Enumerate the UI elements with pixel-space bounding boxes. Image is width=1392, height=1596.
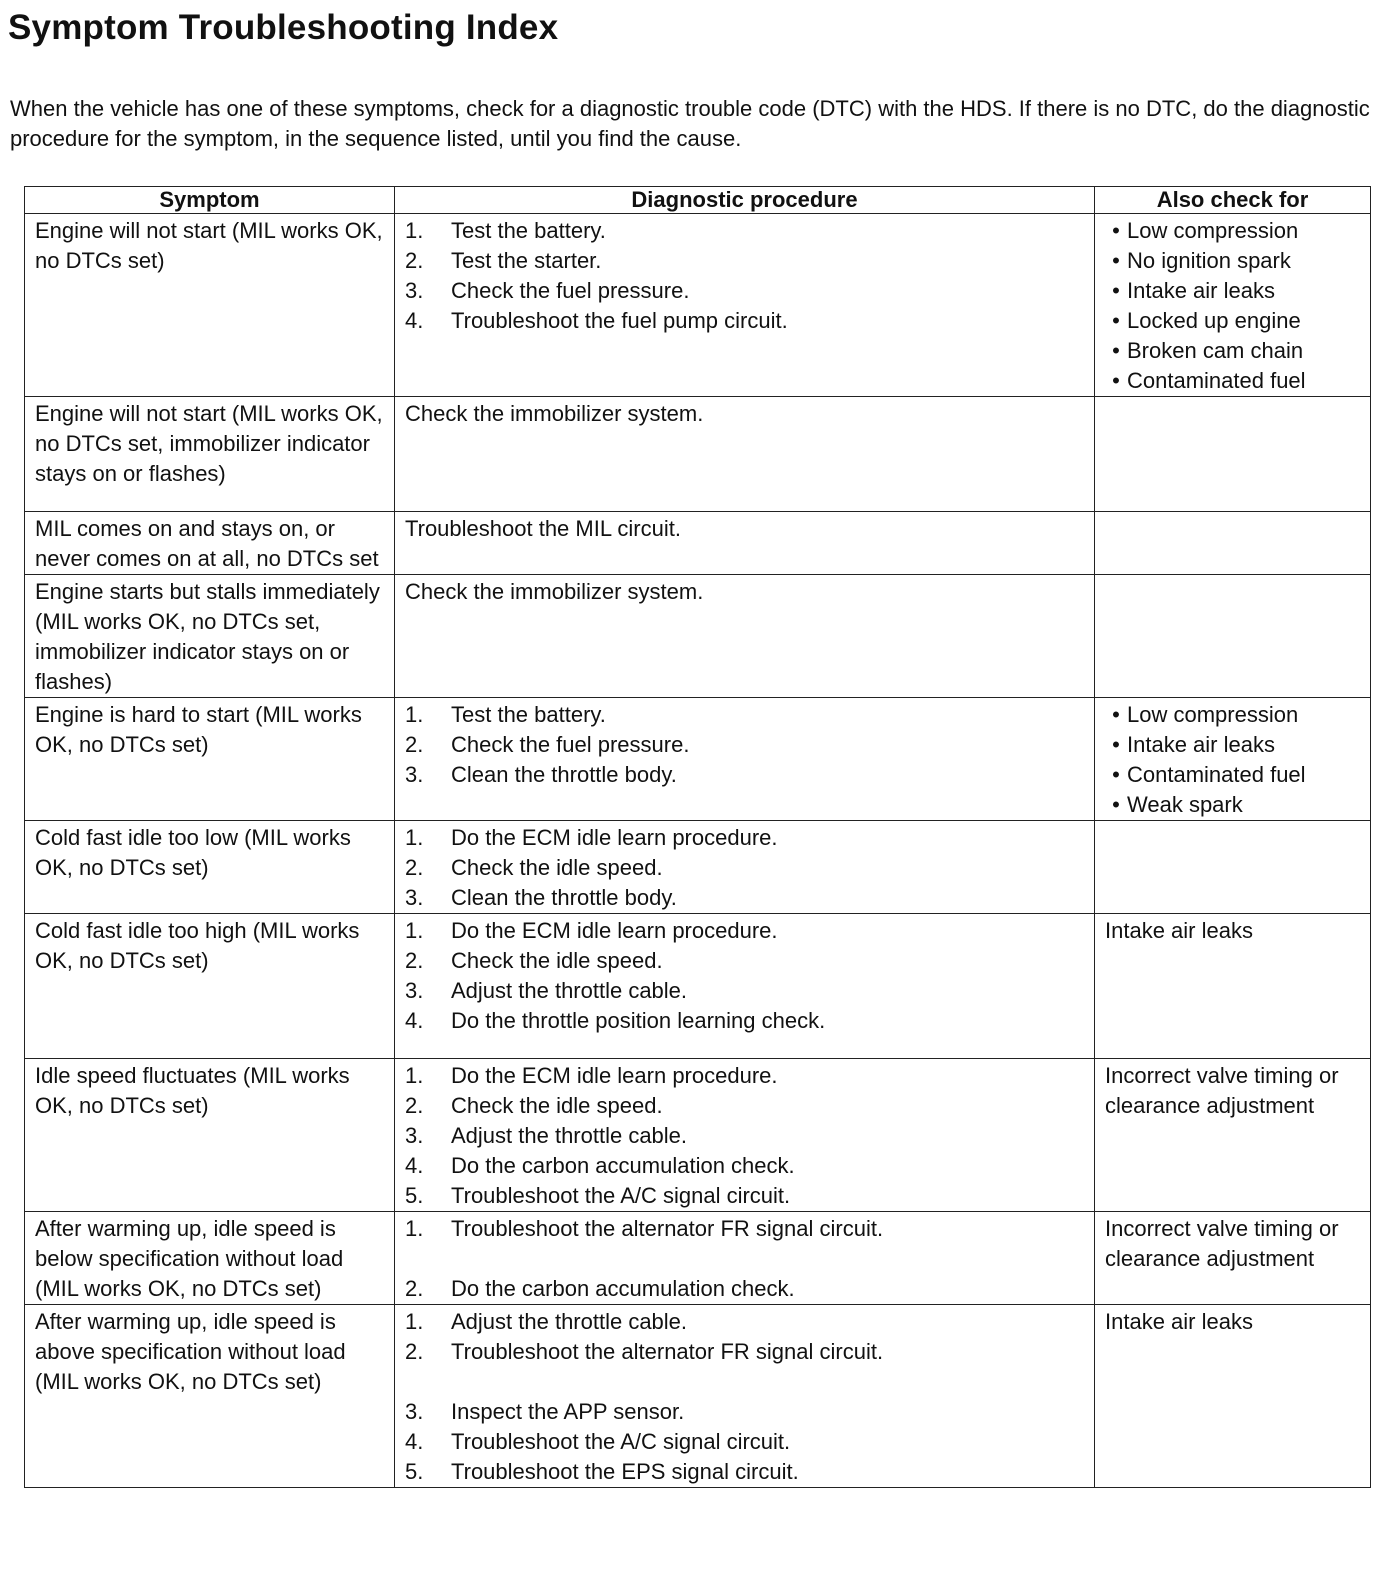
procedure-step xyxy=(405,1427,1086,1457)
also-check-cell xyxy=(1095,1305,1371,1488)
step-text: Test the battery. xyxy=(451,218,606,243)
step-text: Test the battery. xyxy=(451,702,606,727)
step-text: Troubleshoot the alternator FR signal circuit. xyxy=(451,1216,884,1241)
step-text: Do the ECM idle learn procedure. xyxy=(451,825,778,850)
step-text: Check the fuel pressure. xyxy=(451,732,690,757)
step-number: 4. xyxy=(405,1153,424,1178)
procedure-step xyxy=(405,916,1086,946)
procedure-step xyxy=(405,216,1086,246)
also-check-text: Incorrect valve timing or clearance adjustment xyxy=(1105,1063,1339,1118)
also-check-item: • Contaminated fuel xyxy=(1105,366,1362,396)
procedure-cell xyxy=(395,397,1095,512)
step-number: 5. xyxy=(405,1183,424,1208)
also-check-text: Intake air leaks xyxy=(1105,918,1253,943)
step-number: 2. xyxy=(405,732,424,757)
procedure-steps xyxy=(405,700,1086,790)
procedure-steps xyxy=(405,216,1086,336)
procedure-step xyxy=(405,246,1086,276)
symptom-cell: Engine will not start (MIL works OK, no DTCs set, immobilizer indicator stays on or flashes) xyxy=(25,397,395,512)
procedure-step xyxy=(405,1397,1086,1427)
procedure-step xyxy=(405,1006,1086,1036)
step-number: 2. xyxy=(405,1093,424,1118)
bullet-icon: • xyxy=(1112,338,1120,363)
procedure-step xyxy=(405,730,1086,760)
step-number: 1. xyxy=(405,702,424,727)
header-symptom: Symptom xyxy=(25,187,395,214)
bullet-icon: • xyxy=(1112,218,1120,243)
step-text: Test the starter. xyxy=(451,248,602,273)
symptom-cell: Engine is hard to start (MIL works OK, no DTCs set) xyxy=(25,698,395,821)
step-text: Check the idle speed. xyxy=(451,1093,663,1118)
step-number: 2. xyxy=(405,248,424,273)
table-header-row xyxy=(25,187,1371,214)
step-number: 3. xyxy=(405,978,424,1003)
also-check-cell xyxy=(1095,214,1371,397)
symptom-cell: Engine starts but stalls immediately (MIL works OK, no DTCs set, immobilizer indicator stays on or flashes) xyxy=(25,575,395,698)
also-check-item: • Low compression xyxy=(1105,700,1362,730)
step-text: Inspect the APP sensor. xyxy=(451,1399,685,1424)
bullet-icon: • xyxy=(1112,278,1120,303)
step-text: Do the ECM idle learn procedure. xyxy=(451,1063,778,1088)
step-text: Do the throttle position learning check. xyxy=(451,1008,826,1033)
also-check-list xyxy=(1105,700,1362,820)
step-number: 4. xyxy=(405,1429,424,1454)
page-title: Symptom Troubleshooting Index xyxy=(8,8,559,47)
step-text: Adjust the throttle cable. xyxy=(451,1123,688,1148)
also-check-cell xyxy=(1095,575,1371,698)
also-check-cell xyxy=(1095,1059,1371,1212)
symptom-cell: Idle speed fluctuates (MIL works OK, no DTCs set) xyxy=(25,1059,395,1212)
symptom-cell: After warming up, idle speed is below specification without load (MIL works OK, no DTCs set) xyxy=(25,1212,395,1305)
step-number: 3. xyxy=(405,1123,424,1148)
step-number: 2. xyxy=(405,1276,424,1301)
step-text: Do the ECM idle learn procedure. xyxy=(451,918,778,943)
step-number: 2. xyxy=(405,855,424,880)
table-row xyxy=(25,914,1371,1059)
procedure-steps xyxy=(405,1307,1086,1487)
step-text: Troubleshoot the alternator FR signal circuit. xyxy=(451,1339,884,1364)
bullet-icon: • xyxy=(1112,248,1120,273)
procedure-step xyxy=(405,823,1086,853)
also-check-cell xyxy=(1095,1212,1371,1305)
symptom-cell: MIL comes on and stays on, or never comes on at all, no DTCs set xyxy=(25,512,395,575)
step-text: Troubleshoot the A/C signal circuit. xyxy=(451,1183,791,1208)
step-number: 1. xyxy=(405,918,424,943)
bullet-icon: • xyxy=(1112,762,1120,787)
procedure-cell xyxy=(395,821,1095,914)
procedure-steps xyxy=(405,823,1086,913)
procedure-step xyxy=(405,760,1086,790)
procedure-cell xyxy=(395,575,1095,698)
header-procedure: Diagnostic procedure xyxy=(395,187,1095,214)
procedure-steps xyxy=(405,1214,1086,1304)
symptom-cell: After warming up, idle speed is above specification without load (MIL works OK, no DTCs set) xyxy=(25,1305,395,1488)
step-text: Troubleshoot the fuel pump circuit. xyxy=(451,308,788,333)
procedure-step xyxy=(405,276,1086,306)
step-number: 4. xyxy=(405,308,424,333)
also-check-item: • Intake air leaks xyxy=(1105,730,1362,760)
step-text: Clean the throttle body. xyxy=(451,885,677,910)
procedure-cell xyxy=(395,1059,1095,1212)
step-number: 2. xyxy=(405,1339,424,1364)
also-check-item: • Locked up engine xyxy=(1105,306,1362,336)
also-check-item: • Low compression xyxy=(1105,216,1362,246)
step-text: Do the carbon accumulation check. xyxy=(451,1153,795,1178)
step-text: Troubleshoot the EPS signal circuit. xyxy=(451,1459,799,1484)
step-number: 1. xyxy=(405,1309,424,1334)
procedure-step xyxy=(405,1274,1086,1304)
symptom-cell: Cold fast idle too high (MIL works OK, no DTCs set) xyxy=(25,914,395,1059)
header-also-check: Also check for xyxy=(1095,187,1371,214)
table-row xyxy=(25,698,1371,821)
procedure-step xyxy=(405,1307,1086,1337)
table-row xyxy=(25,821,1371,914)
step-number: 1. xyxy=(405,218,424,243)
procedure-step xyxy=(405,1061,1086,1091)
step-number: 3. xyxy=(405,885,424,910)
bullet-icon: • xyxy=(1112,792,1120,817)
bullet-icon: • xyxy=(1112,702,1120,727)
step-number: 3. xyxy=(405,1399,424,1424)
symptom-cell: Cold fast idle too low (MIL works OK, no DTCs set) xyxy=(25,821,395,914)
table-row xyxy=(25,397,1371,512)
step-number: 1. xyxy=(405,1216,424,1241)
procedure-step xyxy=(405,1337,1086,1367)
also-check-cell xyxy=(1095,512,1371,575)
procedure-step xyxy=(405,853,1086,883)
procedure-step xyxy=(405,1181,1086,1211)
step-number: 3. xyxy=(405,278,424,303)
also-check-text: Intake air leaks xyxy=(1105,1309,1253,1334)
also-check-list xyxy=(1105,216,1362,396)
procedure-step xyxy=(405,306,1086,336)
procedure-step xyxy=(405,1151,1086,1181)
step-text: Check the idle speed. xyxy=(451,948,663,973)
procedure-step xyxy=(405,700,1086,730)
step-text: Check the fuel pressure. xyxy=(451,278,690,303)
procedure-cell xyxy=(395,512,1095,575)
also-check-cell xyxy=(1095,821,1371,914)
step-number: 4. xyxy=(405,1008,424,1033)
intro-paragraph: When the vehicle has one of these symptoms, check for a diagnostic trouble code (DTC) with the HDS. If there is no DTC, do the diagnostic procedure for the symptom, in the sequence listed, until you find the cause. xyxy=(10,96,1370,151)
procedure-step xyxy=(405,883,1086,913)
procedure-step xyxy=(405,1091,1086,1121)
bullet-icon: • xyxy=(1112,368,1120,393)
step-text: Clean the throttle body. xyxy=(451,762,677,787)
step-number: 5. xyxy=(405,1459,424,1484)
also-check-cell xyxy=(1095,698,1371,821)
step-text: Adjust the throttle cable. xyxy=(451,978,688,1003)
step-text: Troubleshoot the A/C signal circuit. xyxy=(451,1429,791,1454)
procedure-step xyxy=(405,946,1086,976)
also-check-item: • Broken cam chain xyxy=(1105,336,1362,366)
step-text: Do the carbon accumulation check. xyxy=(451,1276,795,1301)
step-text: Check the idle speed. xyxy=(451,855,663,880)
also-check-cell xyxy=(1095,397,1371,512)
procedure-cell xyxy=(395,698,1095,821)
procedure-steps xyxy=(405,916,1086,1036)
bullet-icon: • xyxy=(1112,732,1120,757)
also-check-cell xyxy=(1095,914,1371,1059)
table-row xyxy=(25,1059,1371,1212)
bullet-icon: • xyxy=(1112,308,1120,333)
step-number: 1. xyxy=(405,1063,424,1088)
procedure-cell xyxy=(395,214,1095,397)
procedure-text: Check the immobilizer system. xyxy=(405,579,704,604)
table-row xyxy=(25,512,1371,575)
procedure-step xyxy=(405,976,1086,1006)
step-number: 3. xyxy=(405,762,424,787)
table-row xyxy=(25,575,1371,698)
procedure-text: Check the immobilizer system. xyxy=(405,401,704,426)
step-text: Adjust the throttle cable. xyxy=(451,1309,688,1334)
table-row xyxy=(25,1305,1371,1488)
procedure-step xyxy=(405,1457,1086,1487)
procedure-step xyxy=(405,1121,1086,1151)
procedure-cell xyxy=(395,1305,1095,1488)
step-number: 1. xyxy=(405,825,424,850)
symptom-cell: Engine will not start (MIL works OK, no DTCs set) xyxy=(25,214,395,397)
also-check-item: • Weak spark xyxy=(1105,790,1362,820)
also-check-item: • No ignition spark xyxy=(1105,246,1362,276)
procedure-step xyxy=(405,1214,1086,1244)
table-row xyxy=(25,214,1371,397)
also-check-item: • Contaminated fuel xyxy=(1105,760,1362,790)
procedure-cell xyxy=(395,1212,1095,1305)
procedure-text: Troubleshoot the MIL circuit. xyxy=(405,516,681,541)
table-row xyxy=(25,1212,1371,1305)
also-check-item: • Intake air leaks xyxy=(1105,276,1362,306)
symptom-table xyxy=(24,186,1371,1488)
also-check-text: Incorrect valve timing or clearance adjustment xyxy=(1105,1216,1339,1271)
procedure-cell xyxy=(395,914,1095,1059)
step-number: 2. xyxy=(405,948,424,973)
procedure-steps xyxy=(405,1061,1086,1211)
